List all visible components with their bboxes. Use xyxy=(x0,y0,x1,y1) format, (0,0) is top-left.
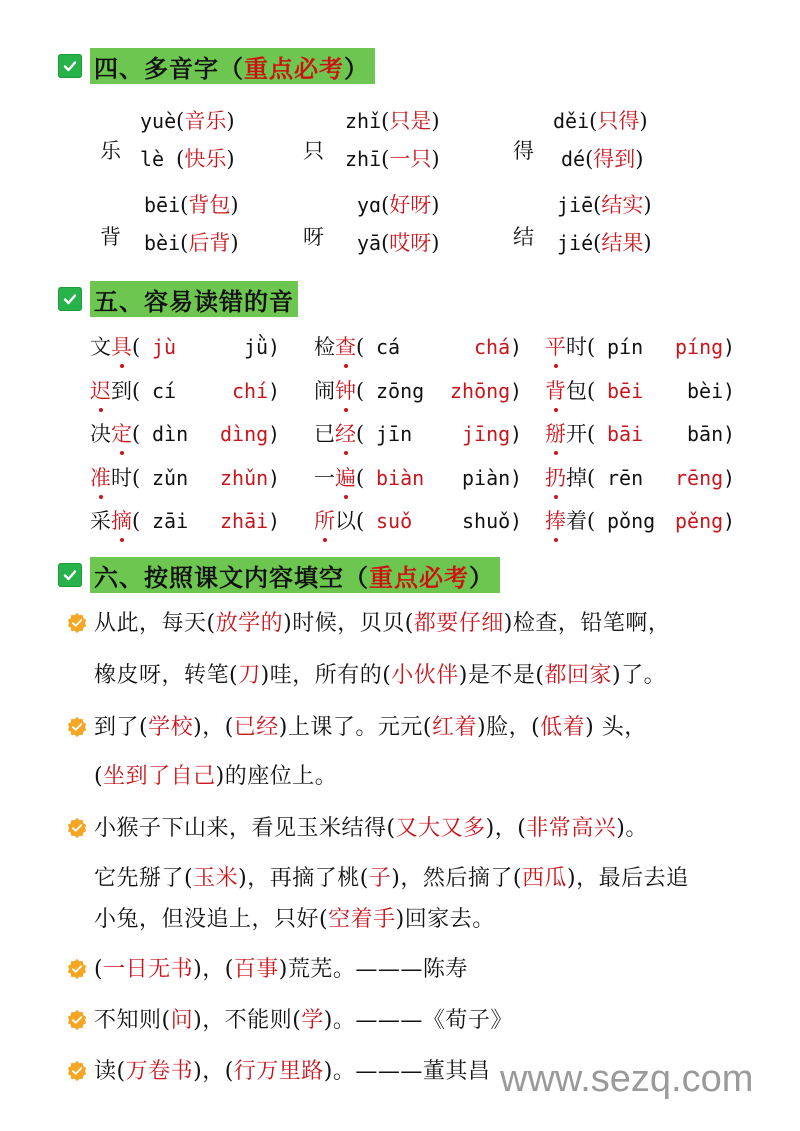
answer-text: 玉米 xyxy=(193,866,239,891)
mispronounced-item xyxy=(545,376,745,406)
pinyin: zhī xyxy=(345,147,382,171)
word-char: 采 xyxy=(90,509,111,533)
polyphone-char: 得 xyxy=(513,139,534,163)
paren: ( xyxy=(180,231,189,255)
prompt-text: )。———《荀子》 xyxy=(323,1008,513,1033)
polyphone-reading xyxy=(345,105,440,135)
verified-badge-icon xyxy=(66,716,88,738)
section-4-header xyxy=(58,48,375,84)
pinyin: yɑ xyxy=(357,193,382,217)
paren: ( xyxy=(132,465,141,490)
wrong-pinyin: pín xyxy=(607,335,644,359)
prompt-text: )，( xyxy=(485,816,527,841)
word-char: 到 xyxy=(111,378,132,403)
correct-pinyin: bān xyxy=(687,422,724,446)
pinyin: bēi xyxy=(144,193,181,217)
fill-in-line xyxy=(94,812,648,846)
pinyin: dé xyxy=(561,147,586,171)
answer-text: 学 xyxy=(301,1008,324,1033)
fill-in-line xyxy=(94,659,666,693)
prompt-text: )。 xyxy=(616,816,648,841)
fill-in-line xyxy=(94,953,468,987)
paren: ) xyxy=(268,422,281,446)
polyphone-reading xyxy=(357,189,440,219)
polyphone-reading xyxy=(345,143,440,173)
paren: ( xyxy=(381,147,390,171)
word-char: 具 xyxy=(111,332,132,362)
prompt-text: )，再摘了桃( xyxy=(238,866,369,891)
word-char: 决 xyxy=(90,422,111,446)
word-char: 掰 xyxy=(545,419,566,449)
prompt-text: )脸，( xyxy=(476,715,541,740)
paren: ( xyxy=(180,193,189,217)
wrong-pinyin: jù xyxy=(152,335,177,359)
paren: ( xyxy=(356,422,365,446)
paren: ( xyxy=(381,109,390,133)
paren: ) xyxy=(723,465,736,490)
prompt-text: )，( xyxy=(193,1059,234,1084)
polyphone-reading xyxy=(144,227,239,257)
polyphone-reading xyxy=(357,227,440,257)
correct-pinyin: zhāi xyxy=(220,509,269,533)
word-char: 经 xyxy=(335,419,356,449)
paren: ( xyxy=(587,509,596,533)
wrong-pinyin: bāi xyxy=(607,422,644,446)
paren: ( xyxy=(132,335,141,359)
checkmark-icon xyxy=(58,287,82,311)
mispronounced-item xyxy=(314,332,523,362)
example-word: 好呀 xyxy=(389,193,432,217)
polyphone-reading xyxy=(561,143,644,173)
wrong-pinyin: pǒng xyxy=(607,509,656,533)
wrong-pinyin: cá xyxy=(376,335,401,359)
answer-text: 坐到了自己 xyxy=(103,764,216,789)
paren: ( xyxy=(587,422,596,446)
prompt-text: )，然后摘了( xyxy=(391,866,522,891)
answer-text: 一日无书 xyxy=(103,957,194,982)
correct-pinyin: jīng xyxy=(462,422,511,446)
prompt-text: )，( xyxy=(193,715,234,740)
paren: ( xyxy=(356,509,365,533)
answer-text: 都要仔细 xyxy=(413,611,504,636)
mispronounced-item xyxy=(314,419,523,449)
paren: ) xyxy=(230,231,239,255)
answer-text: 红着 xyxy=(431,715,477,740)
example-word: 背包 xyxy=(188,193,231,217)
polyphone-reading xyxy=(140,105,235,135)
fill-in-line xyxy=(94,1004,513,1038)
paren: ( xyxy=(132,422,141,446)
answer-text: 西瓜 xyxy=(521,866,567,891)
paren: ( xyxy=(585,147,594,171)
answer-text: 放学的 xyxy=(215,611,284,636)
paren: ( xyxy=(381,231,390,255)
example-word: 结实 xyxy=(601,193,644,217)
example-word: 哎呀 xyxy=(389,231,432,255)
pinyin: jiē xyxy=(557,193,594,217)
prompt-text: )，不能则( xyxy=(193,1008,302,1033)
paren: ) xyxy=(431,147,440,171)
prompt-text: 读( xyxy=(94,1059,126,1084)
prompt-text: 它先掰了( xyxy=(94,866,194,891)
paren: ) xyxy=(635,147,644,171)
prompt-text: )的座位上。 xyxy=(215,764,338,789)
answer-text: 子 xyxy=(368,866,392,891)
polyphone-char: 背 xyxy=(100,225,121,249)
word-char: 着 xyxy=(566,509,587,533)
paren: ( xyxy=(589,109,598,133)
polyphone-char: 结 xyxy=(513,225,534,249)
paren: ) xyxy=(723,509,736,533)
mispronounced-item xyxy=(90,419,290,449)
paren: ( xyxy=(176,147,185,171)
prompt-text: )时候，贝贝( xyxy=(283,611,414,636)
polyphone-reading xyxy=(144,189,239,219)
word-char: 迟 xyxy=(90,376,111,406)
correct-pinyin: rēng xyxy=(675,465,724,490)
paren: ( xyxy=(381,193,390,217)
fill-in-line xyxy=(94,760,337,794)
paren: ) xyxy=(510,422,523,446)
section-6-title: 六、按照课文内容填空（ 重点必考 ） xyxy=(90,557,500,593)
paren: ) xyxy=(510,335,523,359)
checkmark-icon xyxy=(58,563,82,587)
pinyin: lè xyxy=(140,147,177,171)
paren: ( xyxy=(593,231,602,255)
paren: ) xyxy=(510,465,523,490)
wrong-pinyin: cí xyxy=(152,378,177,403)
correct-pinyin: zhǔn xyxy=(220,465,269,490)
correct-pinyin: piàn xyxy=(462,465,511,490)
word-char: 捧 xyxy=(545,506,566,536)
answer-text: 学校 xyxy=(148,715,194,740)
prompt-text: 从此，每天( xyxy=(94,611,216,636)
paren: ) xyxy=(431,193,440,217)
paren: ) xyxy=(639,109,648,133)
polyphone-reading xyxy=(140,143,235,173)
paren: ) xyxy=(643,231,652,255)
prompt-text: )了。 xyxy=(611,663,667,688)
correct-pinyin: shuǒ xyxy=(462,509,511,533)
paren: ( xyxy=(132,378,141,403)
fill-in-line xyxy=(94,862,689,896)
example-word: 只是 xyxy=(389,109,432,133)
word-char: 开 xyxy=(566,422,587,446)
correct-pinyin: píng xyxy=(675,335,724,359)
verified-badge-icon xyxy=(66,612,88,634)
word-char: 扔 xyxy=(545,463,566,493)
answer-text: 行万里路 xyxy=(233,1059,324,1084)
word-char: 查 xyxy=(335,332,356,362)
answer-text: 都回家 xyxy=(544,663,612,688)
mispronounced-item xyxy=(314,376,523,406)
prompt-text: )检查，铅笔啊， xyxy=(503,611,671,636)
fill-in-line xyxy=(94,1055,490,1089)
correct-pinyin: chá xyxy=(474,335,511,359)
wrong-pinyin: zōng xyxy=(376,378,425,403)
paren: ) xyxy=(723,335,736,359)
paren: ) xyxy=(510,509,523,533)
prompt-text: 小兔，但没追上，只好( xyxy=(94,907,329,932)
prompt-text: ( xyxy=(94,764,104,789)
word-char: 时 xyxy=(566,335,587,359)
verified-badge-icon xyxy=(66,817,88,839)
mispronounced-item xyxy=(90,332,290,362)
word-char: 掉 xyxy=(566,465,587,490)
word-char: 文 xyxy=(90,335,111,359)
paren: ) xyxy=(230,193,239,217)
paren: ) xyxy=(268,465,281,490)
section-5-title: 五、容易读错的音 xyxy=(90,281,298,317)
mispronounced-item xyxy=(545,463,745,493)
prompt-text: )回家去。 xyxy=(395,907,495,932)
paren: ) xyxy=(431,231,440,255)
example-word: 一只 xyxy=(389,147,432,171)
example-word: 结果 xyxy=(601,231,644,255)
prompt-text: )，( xyxy=(193,957,234,982)
example-word: 后背 xyxy=(188,231,231,255)
paren: ) xyxy=(268,378,281,403)
watermark: www.sezq.com xyxy=(500,1058,754,1100)
polyphone-char: 乐 xyxy=(100,139,121,163)
example-word: 只得 xyxy=(597,109,640,133)
answer-text: 问 xyxy=(170,1008,194,1033)
paren: ) xyxy=(268,509,281,533)
word-char: 平 xyxy=(545,332,566,362)
word-char: 准 xyxy=(90,463,111,493)
correct-pinyin: chí xyxy=(232,378,269,403)
mispronounced-item xyxy=(90,463,290,493)
paren: ) xyxy=(226,147,235,171)
fill-in-line xyxy=(94,607,670,641)
pinyin: yā xyxy=(357,231,382,255)
answer-text: 小伙伴 xyxy=(391,663,459,688)
verified-badge-icon xyxy=(66,1060,88,1082)
prompt-text: 到了( xyxy=(94,715,149,740)
answer-text: 百事 xyxy=(233,957,279,982)
paren: ) xyxy=(723,378,736,403)
answer-text: 已经 xyxy=(233,715,279,740)
fill-in-line xyxy=(94,711,647,745)
paren: ( xyxy=(176,109,185,133)
word-char: 以 xyxy=(335,509,356,533)
mispronounced-item xyxy=(545,332,745,362)
wrong-pinyin: bēi xyxy=(607,378,644,403)
wrong-pinyin: jīn xyxy=(376,422,413,446)
pinyin: děi xyxy=(553,109,590,133)
paren: ) xyxy=(510,378,523,403)
mispronounced-item xyxy=(545,419,745,449)
wrong-pinyin: zǔn xyxy=(152,465,189,490)
mispronounced-item xyxy=(90,376,290,406)
answer-text: 低着 xyxy=(540,715,586,740)
prompt-text: 小猴子下山来，看见玉米结得( xyxy=(94,816,396,841)
wrong-pinyin: dìn xyxy=(152,422,189,446)
polyphone-reading xyxy=(557,227,652,257)
pinyin: yuè xyxy=(140,109,177,133)
answer-text: 万卷书 xyxy=(125,1059,194,1084)
checkmark-icon xyxy=(58,54,82,78)
mispronounced-item xyxy=(314,463,523,493)
section-6-header xyxy=(58,557,500,593)
verified-badge-icon xyxy=(66,1009,88,1031)
fill-in-line xyxy=(94,903,495,937)
wrong-pinyin: suǒ xyxy=(376,509,413,533)
verified-badge-icon xyxy=(66,958,88,980)
paren: ( xyxy=(356,378,365,403)
prompt-text: 橡皮呀，转笔( xyxy=(94,663,239,688)
mispronounced-item xyxy=(90,506,290,536)
word-char: 已 xyxy=(314,422,335,446)
correct-pinyin: jǜ xyxy=(244,335,269,359)
paren: ( xyxy=(587,378,596,403)
paren: ( xyxy=(587,465,596,490)
prompt-text: )荒芜。———陈寿 xyxy=(278,957,468,982)
word-char: 一 xyxy=(314,465,335,490)
paren: ( xyxy=(356,465,365,490)
paren: ) xyxy=(226,109,235,133)
correct-pinyin: zhōng xyxy=(450,378,511,403)
polyphone-reading xyxy=(557,189,652,219)
word-char: 钟 xyxy=(335,376,356,406)
pinyin: zhǐ xyxy=(345,109,382,133)
word-char: 所 xyxy=(314,506,335,536)
paren: ) xyxy=(268,335,281,359)
prompt-text: )，最后去追 xyxy=(566,866,689,891)
polyphone-reading xyxy=(553,105,648,135)
wrong-pinyin: zāi xyxy=(152,509,189,533)
section-5-header xyxy=(58,281,298,317)
prompt-text: ) 头， xyxy=(585,715,647,740)
prompt-text: )上课了。元元( xyxy=(278,715,432,740)
prompt-text: )。———董其昌 xyxy=(323,1059,491,1084)
example-word: 快乐 xyxy=(184,147,227,171)
prompt-text: )哇，所有的( xyxy=(260,663,392,688)
polyphone-char: 呀 xyxy=(303,225,324,249)
example-word: 得到 xyxy=(593,147,636,171)
answer-text: 刀 xyxy=(238,663,261,688)
word-char: 摘 xyxy=(111,506,132,536)
answer-text: 非常高兴 xyxy=(526,816,617,841)
word-char: 检 xyxy=(314,335,335,359)
prompt-text: 不知则( xyxy=(94,1008,171,1033)
word-char: 背 xyxy=(545,376,566,406)
paren: ) xyxy=(723,422,736,446)
mispronounced-item xyxy=(545,506,745,536)
prompt-text: ( xyxy=(94,957,104,982)
paren: ( xyxy=(132,509,141,533)
mispronounced-item xyxy=(314,506,523,536)
correct-pinyin: bèi xyxy=(687,378,724,403)
paren: ) xyxy=(643,193,652,217)
word-char: 遍 xyxy=(335,463,356,493)
polyphone-char: 只 xyxy=(303,139,324,163)
correct-pinyin: dìng xyxy=(220,422,269,446)
paren: ) xyxy=(431,109,440,133)
answer-text: 又大又多 xyxy=(395,816,486,841)
answer-text: 空着手 xyxy=(328,907,396,932)
pinyin: bèi xyxy=(144,231,181,255)
word-char: 闹 xyxy=(314,378,335,403)
wrong-pinyin: biàn xyxy=(376,465,425,490)
wrong-pinyin: rēn xyxy=(607,465,644,490)
paren: ( xyxy=(593,193,602,217)
paren: ( xyxy=(587,335,596,359)
correct-pinyin: pěng xyxy=(675,509,724,533)
paren: ( xyxy=(356,335,365,359)
section-4-title: 四、多音字（ 重点必考 ） xyxy=(90,48,375,84)
word-char: 包 xyxy=(566,378,587,403)
example-word: 音乐 xyxy=(184,109,227,133)
word-char: 定 xyxy=(111,419,132,449)
prompt-text: )是不是( xyxy=(458,663,545,688)
word-char: 时 xyxy=(111,465,132,490)
pinyin: jié xyxy=(557,231,594,255)
